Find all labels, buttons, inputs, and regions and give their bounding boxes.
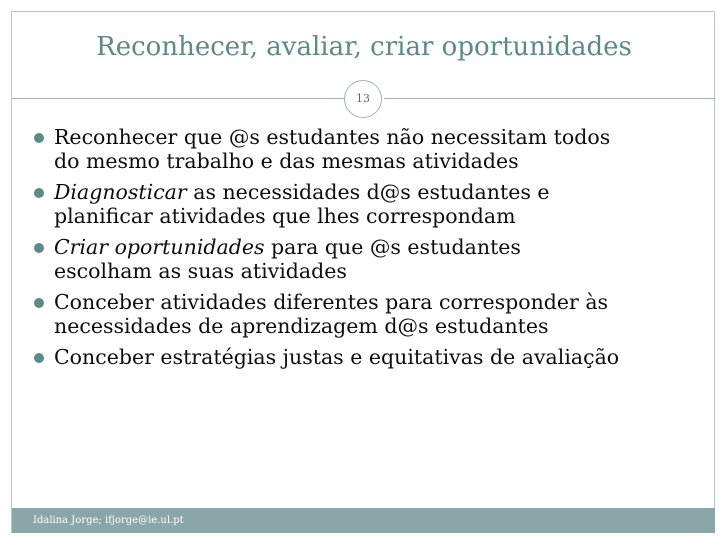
bullet-emphasis: Diagnosticar: [54, 180, 187, 204]
bullet-item-1: [30, 126, 710, 173]
bullet-text-line-1: Conceber estratégias justas e equitativas de avaliação: [54, 345, 620, 369]
page-number-badge: 13: [344, 80, 382, 118]
bullet-text-line-2: planificar atividades que lhes correspondam: [54, 203, 516, 228]
bullet-text-line-2: do mesmo trabalho e das mesmas atividades: [54, 148, 519, 173]
footer-author: Idalina Jorge; ifjorge@ie.ul.pt: [33, 515, 184, 526]
footer-bar: [12, 508, 715, 533]
bullet-item-4: [30, 291, 710, 338]
title-divider-left: [12, 98, 344, 99]
bullet-text-line-2: necessidades de aprendizagem d@s estudantes: [54, 313, 549, 338]
bullet-dot-icon: [33, 132, 45, 144]
bullet-emphasis: Criar oportunidades: [54, 235, 265, 259]
bullet-item-5: [30, 346, 710, 370]
bullet-dot-icon: [33, 187, 45, 199]
bullet-text-line-2: escolham as suas atividades: [54, 258, 347, 283]
bullet-text-line-1: Conceber atividades diferentes para corresponder às: [54, 290, 609, 314]
bullet-dot-icon: [33, 242, 45, 254]
slide-title: Reconhecer, avaliar, criar oportunidades: [96, 32, 632, 62]
bullet-item-2: [30, 181, 710, 228]
bullet-list: [30, 126, 710, 370]
bullet-text-line-1: as necessidades d@s estudantes e: [186, 180, 550, 204]
bullet-dot-icon: [33, 352, 45, 364]
bullet-item-3: [30, 236, 710, 283]
bullet-dot-icon: [33, 297, 45, 309]
title-divider-right: [384, 98, 715, 99]
bullet-text-line-1: Reconhecer que @s estudantes não necessitam todos: [54, 125, 611, 149]
bullet-text-line-1: para que @s estudantes: [264, 235, 521, 259]
